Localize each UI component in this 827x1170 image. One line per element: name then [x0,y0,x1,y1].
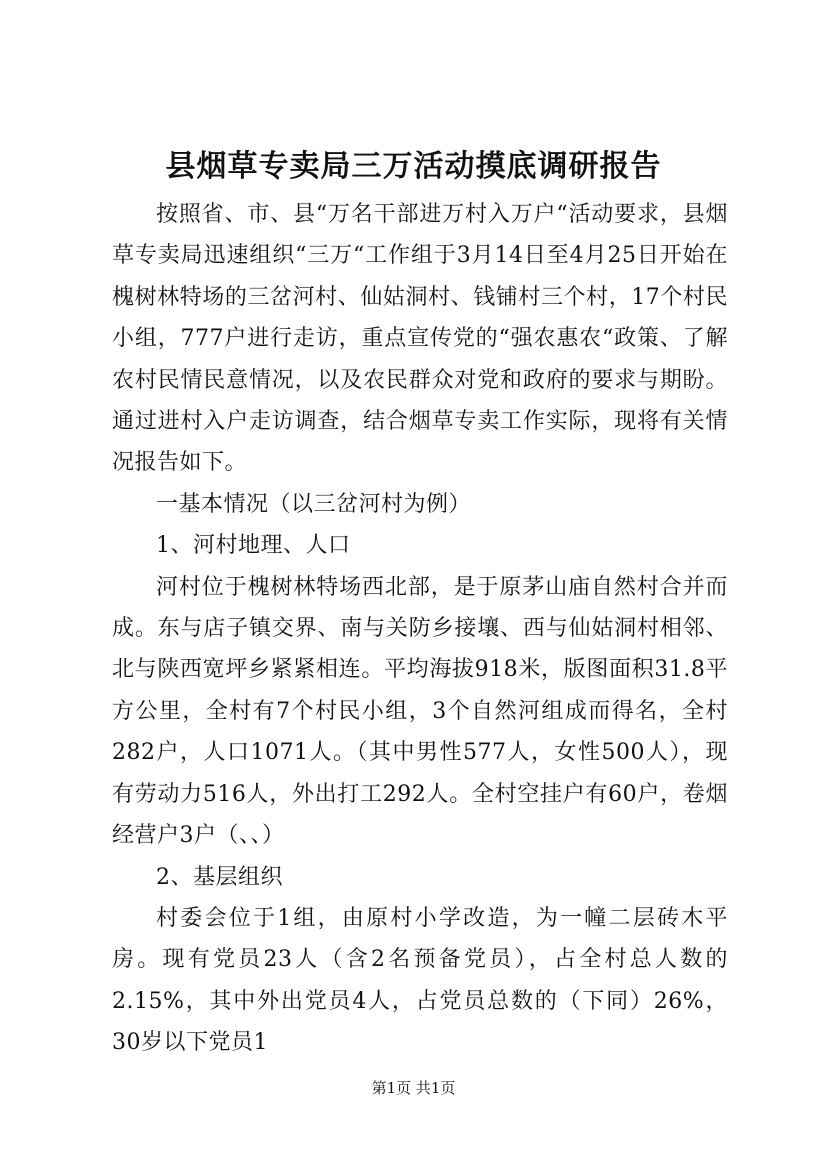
document-body [112,194,728,1064]
page-footer: 第1页 共1页 [371,1079,456,1097]
paragraph-organization: 村委会位于1组，由原村小学改造，为一幢二层砖木平房。现有党员23人（含2名预备党员），占全村总人数的2.15%，其中外出党员4人，占党员总数的（下同）26%，30岁以下党员1 [112,905,728,1056]
subheading-grassroots-organization: 2、基层组织 [156,864,283,890]
paragraph-geography: 河村位于槐树林特场西北部，是于原茅山庙自然村合并而成。东与店子镇交界、南与关防乡接壤、西与仙姑洞村相邻、北与陕西宽坪乡紧紧相连。平均海拔918米，版图面积31.8平方公里，全村有7个村民小组，3个自然河组成而得名，全村282户，人口1071人。（其中男性577人，女性500人），现有劳动力516人，外出打工292人。全村空挂户有60户，卷烟经营户3户（、、） [112,574,728,849]
document-title: 县烟草专卖局三万活动摸底调研报告 [165,149,662,184]
heading-basic-situation: 一基本情况（以三岔河村为例） [156,491,472,517]
subheading-geography-population: 1、河村地理、人口 [156,533,351,559]
paragraph-intro: 按照省、市、县“万名干部进万村入万户“活动要求，县烟草专卖局迅速组织“三万“工作组于3月14日至4月25日开始在槐树林特场的三岔河村、仙姑洞村、钱铺村三个村，17个村民小组，777户进行走访，重点宣传党的“强农惠农“政策、了解农村民情民意情况，以及农民群众对党和政府的要求与期盼。通过进村入户走访调查，结合烟草专卖工作实际，现将有关情况报告如下。 [112,202,728,476]
